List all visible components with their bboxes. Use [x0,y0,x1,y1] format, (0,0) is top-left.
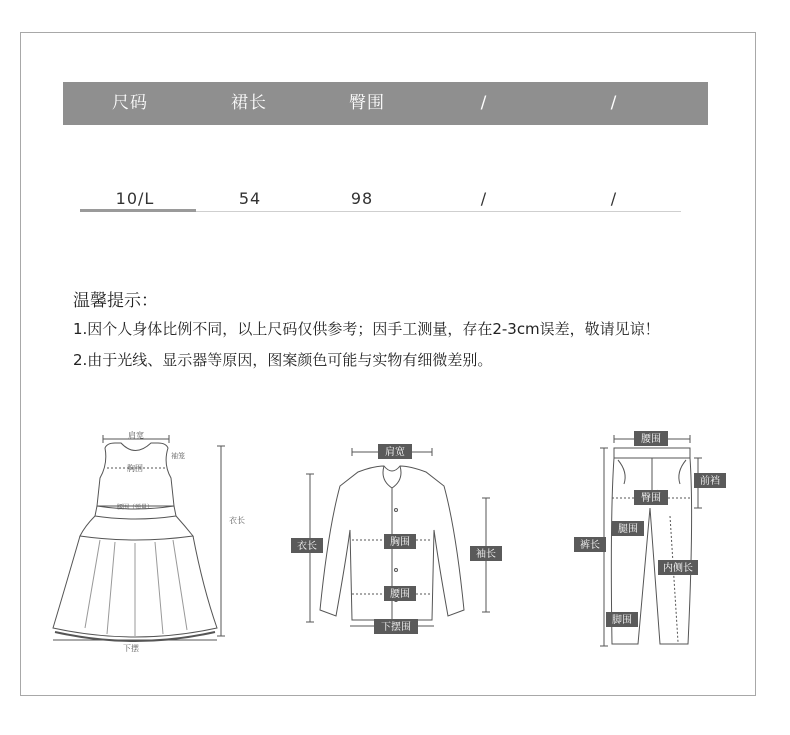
header-blank-1: / [480,93,488,113]
pants-inseam-label: 内侧长 [663,563,693,574]
cell-size: 10/L [115,189,155,208]
cell-blank-1: / [480,189,488,208]
size-table-header [63,82,708,125]
dress-length-label: 衣长 [229,516,245,525]
row-accent-bar [80,209,196,212]
dress-shoulder-label: 肩宽 [128,431,144,440]
dress-measurement-diagram [45,428,245,658]
dress-waist-label: 腰围（弹量） [116,504,154,511]
pants-waist-label: 腰围 [641,434,661,445]
pants-leg-opening-label: 脚围 [612,615,632,626]
dress-bust-label: 胸围 [127,464,143,473]
shirt-hem-label: 下摆围 [381,622,411,633]
shirt-length-label: 衣长 [297,541,317,552]
header-size: 尺码 [112,93,148,113]
pants-hip-label: 臀围 [641,493,661,504]
header-skirt-length: 裙长 [231,93,267,113]
shirt-shoulder-label: 肩宽 [385,447,405,458]
shirt-measurement-diagram [288,440,508,636]
shirt-waist-label: 腰围 [390,589,410,600]
shirt-chest-label: 胸围 [390,537,410,548]
cell-blank-2: / [610,189,618,208]
pants-outseam-label: 裤长 [580,540,600,551]
header-hip: 臀围 [349,93,385,113]
dress-hem-label: 下摆 [123,644,139,653]
cell-hip: 98 [350,189,374,208]
tip-line-2: 2.由于光线、显示器等原因，图案颜色可能与实物有细微差别。 [73,351,493,369]
shirt-sleeve-label: 袖长 [476,549,496,560]
pants-measurement-diagram [570,426,730,652]
pants-thigh-label: 腿围 [618,524,638,535]
tips-title: 温馨提示： [73,291,158,311]
tip-line-1: 1.因个人身体比例不同，以上尺码仅供参考；因手工测量，存在2-3cm误差，敬请见谅！ [73,320,660,338]
header-blank-2: / [610,93,618,113]
dress-armhole-label: 袖笼 [171,452,185,460]
cell-skirt-length: 54 [238,189,262,208]
pants-front-rise-label: 前裆 [700,476,720,487]
